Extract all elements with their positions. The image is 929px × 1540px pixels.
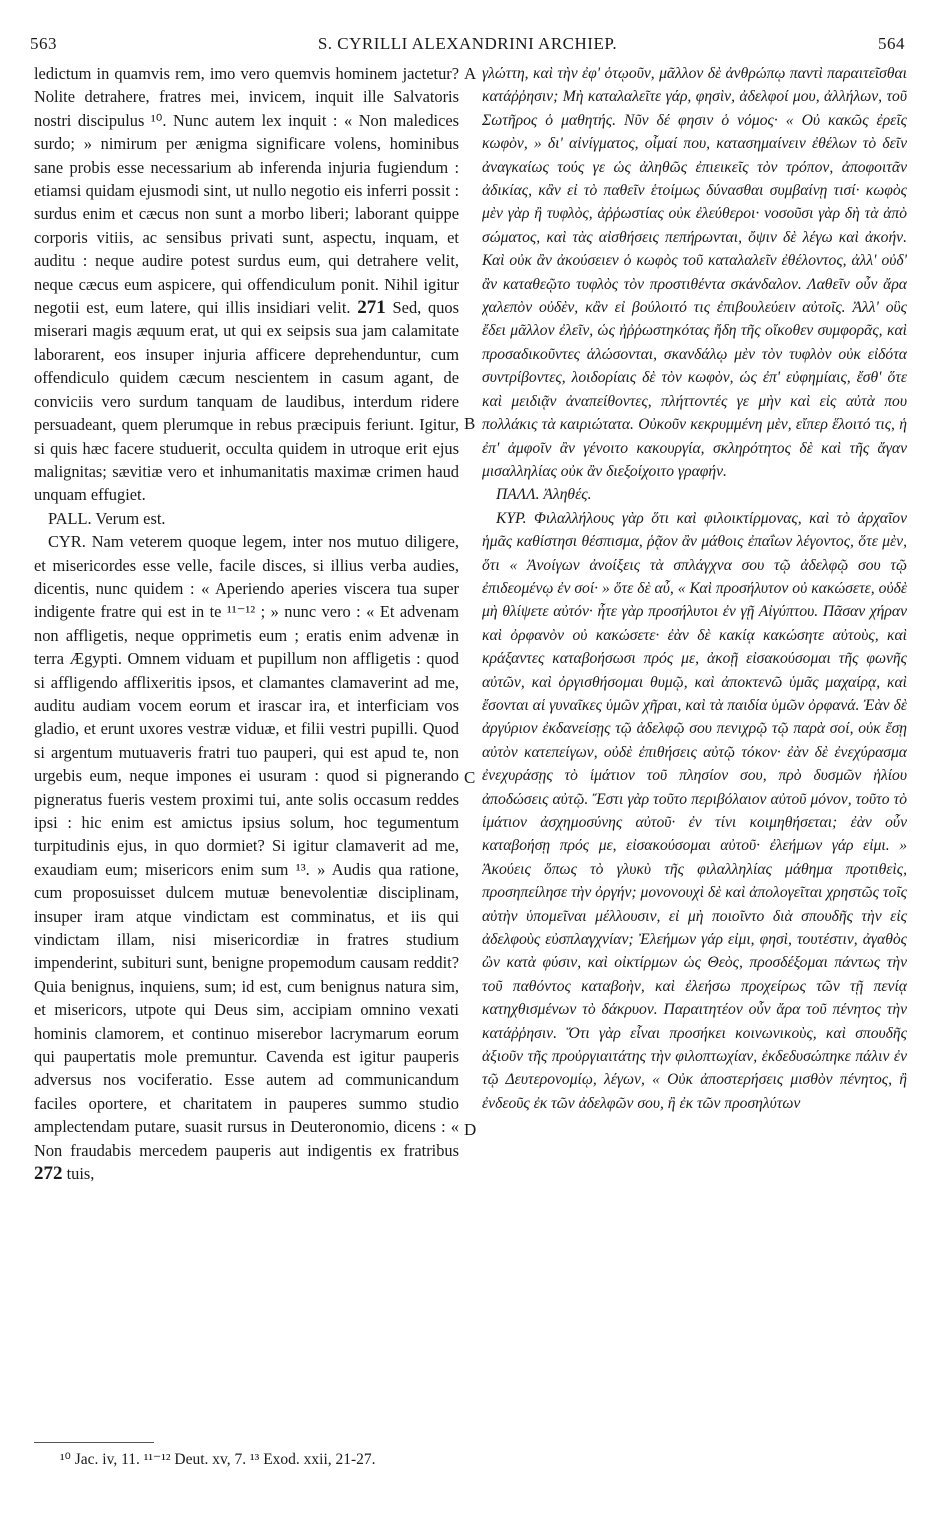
latin-column <box>34 62 459 1442</box>
section-marker-a: A <box>464 64 477 83</box>
latin-text-part: Sed, quos miserari magis æquum erat, ut qui ex seipsis sua jam calamitate laborarent, eos insuper injuria afficere deprehenduntur, cum offendiculo quidem cæcum nescientem in casum agant, de conviciis vero surdum tanquam de laudibus, interdum ridere persuadeant, quem plerumque in rebus præcipuis feriunt. Igitur, si quis hæc facere studuerit, occulta quidem in utroque erit ejus malignitas; sævitiæ vero et inhumanitatis maximæ crimen haud unquam effugiet. <box>34 298 459 505</box>
greek-paragraph: γλώττη, καὶ τὴν ἐφ' ὁτῳοῦν, μᾶλλον δὲ ἀνθρώπῳ παντὶ παραιτεῖσθαι κατάῤῥησιν; Μὴ καταλαλεῖτε γάρ, φησὶν, ἀδελφοί μου, ἀλλήλων, τοῦ Σωτῆρος ὁ μαθητής. Νῦν δέ φησιν ὁ νόμος· « Οὐ κακῶς ἐρεῖς κωφὸν, » δι' αἰνίγματος, οἶμαί που, κατασημαίνειν ἐθέλων τὸ δεῖν ἀναγκαίως τούς γε ὡς ἀληθῶς ἐπιεικεῖς τὸν τρόπον, ἀποφοιτᾶν ἀδικίας, κἂν εἰ τὸ παθεῖν ἑτοίμως δύνασθαι συμβαίνῃ τισί· κωφὸς μὲν γὰρ ἢ τυφλὸς, ἀῤῥωστίας οὐκ ἐλεύθεροι· νοσοῦσι γὰρ δὴ τὰ ἀπὸ σώματος, καὶ τὰς αἰσθήσεις πεπήρωνται, ὄψιν δὲ λέγω καὶ ἀκοήν. Καὶ οὐκ ἂν ἀκούσειεν ὁ κωφὸς τοῦ καταλαλεῖν ἐθέλοντος, ἀλλ' οὐδ' ἂν καταθεῷτο τυφλὸς τὸν προστιθέντα σκάνδαλον. Λαθεῖν οὖν ἄρα χαλεπὸν οὐδὲν, κἂν εἰ βούλοιτό τις ἐπιβουλεύειν αὐτοῖς. Ἀλλ' οὓς ἔδει μᾶλλον ἐλεῖν, ὡς ἠῤῥωστηκότας ἤδη τῆς οἴκοθεν συμφορᾶς, καὶ προσαδικοῦντες ἁλώσονται, σκανδάλῳ μὲν τὸν τυφλὸν οὐκ εἰδότα συντρίβοντες, λοιδορίαις δὲ τὸν κωφὸν, ὡς ἐπ' εὐφημίαις, ἔσθ' ὅτε καὶ μειδιᾷν ἀναπείθοντες, πλήττοντές γε μὴν καὶ εἰς αὐτὰ που πολλάκις τὰ καιριώτατα. Οὐκοῦν κεκρυμμένη μὲν, εἴπερ ἕλοιτό τις, ἡ ἐπ' ἀμφοῖν ἂν γένοιτο κακουργία, σκληρότητος δὲ καὶ τῆς ἄγαν μισαλληλίας οὐκ ἂν διεξοίχοιτο γραφήν. <box>482 65 907 480</box>
running-header <box>30 34 905 60</box>
section-marker-b: B <box>464 414 476 433</box>
latin-paragraph <box>34 530 459 1185</box>
page-number-left: 563 <box>30 34 57 53</box>
margin-number: 272 <box>34 1163 63 1185</box>
greek-column <box>482 62 907 1442</box>
latin-text-part: ledictum in quamvis rem, imo vero quemvis hominem jactetur? Nolite detrahere, fratres mei, invicem, inquit ille Salvatoris nostri discipulus ¹⁰. Nunc autem lex inquit : « Non maledices surdo; » nimirum per ænigma significare volens, hominibus sane probis esse necessarium ab inferenda injuria fugiendum : etiamsi quidam ejusmodi sint, ut nullo negotio eis inferri possit : surdus enim et cæcus non sunt a morbo liberi; laborant quippe corporis vitiis, ac sensibus privati sunt, aspectu, inquam, et auditu : neque audire potest surdus eum, qui detrahere velit, neque cæcus eum aspicere, qui offendiculum ponit. Nihil igitur negotii est, eum latere, qui illis insidiari velit. <box>34 64 459 318</box>
footnote-rule <box>34 1442 154 1443</box>
speaker-line: PALL. Verum est. <box>48 508 166 528</box>
page-number-right: 564 <box>878 34 905 53</box>
section-marker-d: D <box>464 1120 477 1139</box>
speaker-line: ΠΑΛΛ. Ἀληθές. <box>496 486 592 504</box>
latin-text-part: tuis, <box>66 1164 95 1184</box>
margin-number: 271 <box>357 297 386 319</box>
footnotes: ¹⁰ Jac. iv, 11. ¹¹⁻¹² Deut. xv, 7. ¹³ Exod. xxii, 21-27. <box>60 1451 376 1468</box>
section-marker-c: C <box>464 768 476 787</box>
running-title: S. CYRILLI ALEXANDRINI ARCHIEP. <box>317 34 618 53</box>
latin-text-part: CYR. Nam veterem quoque legem, inter nos mutuo diligere, et misericordes esse velle, facile disces, si illius verba audies, dicentis, nunc quidem : « Aperiendo aperies viscera tua super indigente fratre qui est in te ¹¹⁻¹² ; » nunc vero : « Et advenam non affligetis, neque opprimetis eum ; eratis enim advenæ in terra Ægypti. Omnem viduam et pupillum non affligetis : quod si affligendo afflixeritis ipsos, et clamantes clamaverint ad me, auditu audiam vocem eorum et irascar ira, et interficiam vos gladio, et erunt uxores vestræ viduæ, et filii vestri pupilli. Quod si argentum mutuaveris fratri tuo pauperi, qui est apud te, non urgebis eum, neque impones ei usuram : quod si pignerando pigneratus fueris vestem proximi tui, ante solis occasum reddes ipsi : hic enim est amictus ipsius solum, hoc tegumentum turpitudinis ejus, in quo dormiet? Si igitur clamaverit ad me, exaudiam eum; misericors enim sum ¹³. » Audis qua ratione, cum proposuisset dulcem mutuæ benevolentiæ disciplinam, insuper iram atque vindictam est comminatus, et iis qui vindictam illam, nisi misericordiæ in fratres studium impenderint, subituri sunt, benigne propemodum causam reddit? Quia benignus, inquiens, sum; id est, cum benignus natura sim, et misericors, utpote qui Deus sim, accipiam omnino vexati hominis clamorem, et continuo miserebor lacrymarum eorum qui paupertatis mole premuntur. Cavenda est igitur pauperis adversus nos vociferatio. Esse autem ad communicandum faciles oportere, et charitatem in pauperes summo studio amplectendam putare, suasit rursus in Deuteronomio, dicens : « Non fraudabis mercedem pauperis aut indigentis ex fratribus <box>34 532 459 1160</box>
greek-paragraph: ΚΥΡ. Φιλαλλήλους γὰρ ὅτι καὶ φιλοικτίρμονας, καὶ τὸ ἀρχαῖον ἡμᾶς καθίστησι θέσπισμα, ῥᾷον ἂν μάθοις ἐπαΐων λέγοντος, ὅτε μὲν, ὅτι « Ἀνοίγων ἀνοίξεις τὰ σπλάγχνα σου τῷ ἀδελφῷ σου τῷ ἐπιδεομένῳ ἐν σοί· » ὅτε δὲ αὖ, « Καὶ προσήλυτον οὐ κακώσετε, οὐδὲ μὴ θλίψετε αὐτόν· ἦτε γὰρ προσήλυτοι ἐν γῇ Αἰγύπτου. Πᾶσαν χήραν καὶ ὀρφανὸν οὐ κακώσετε· ἐὰν δὲ κακίᾳ κακώσητε αὐτοὺς, καὶ κράξαντες καταβοήσωσι πρός με, ἀκοῇ εἰσακούσομαι τῆς φωνῆς αὐτῶν, καὶ ὀργισθήσομαι θυμῷ, καὶ ἀποκτενῶ ὑμᾶς μαχαίρᾳ, καὶ ἔσονται αἱ γυναῖκες ὑμῶν χῆραι, καὶ τὰ παιδία ὑμῶν ὀρφανά. Ἐὰν δὲ ἀργύριον ἐκδανείσῃς τῷ ἀδελφῷ σου πενιχρῷ τῷ παρὰ σοί, οὐκ ἔσῃ αὐτὸν κατεπείγων, οὐδὲ ἐπιθήσεις αὐτῷ τόκον· ἐὰν δὲ ἐνεχύρασμα ἐνεχυράσῃς τὸ ἱμάτιον τοῦ πλησίον σου, πρὸ δυσμῶν ἡλίου ἀποδώσεις αὐτῷ. Ἔστι γὰρ τοῦτο περιβόλαιον αὐτοῦ μόνον, τοῦτο τὸ ἱμάτιον ἀσχημοσύνης αὐτοῦ· ἐν τίνι κοιμηθήσεται; ἐὰν οὖν καταβοήσῃ πρός με, εἰσακούσομαι αὐτοῦ· ἐλεήμων γάρ εἰμι. » Ἀκούεις ὅπως τὸ γλυκὺ τῆς φιλαλληλίας μάθημα προτιθεὶς, προσηπείλησε τὴν ὀργήν; μονονουχὶ δὲ καὶ ἀπολογεῖται χρηστῶς τοῖς αὐτὴν ὑπομεῖναι μέλλουσιν, εἰ μὴ ποιοῖντο διὰ σπουδῆς τὴν εἰς ἀδελφοὺς εὐσπλαγχνίαν; Ἐλεήμων γάρ εἰμι, φησὶ, τουτέστιν, ἀγαθὸς ὢν κατὰ φύσιν, καὶ οἰκτίρμων ὡς Θεὸς, προσδέξομαι πάντως τὴν τοῦ παθόντος καταβοὴν, καὶ ἐλεήσω προχείρως τῶν τῇ πενίᾳ κατηχθισμένων τὸ δάκρυον. Παραιτητέον οὖν ἄρα τοῦ πένητος τὴν κατάῤῥησιν. Ὅτι γὰρ εἶναι προσήκει κοινωνικοὺς, καὶ σπουδῆς ἀξιοῦν τῆς προὐργιαιτάτης τὴν φιλοπτωχίαν, ἐκδεδυσώπηκε πάλιν ἐν τῷ Δευτερονομίῳ, λέγων, « Οὐκ ἀποστερήσεις μισθὸν πένητος, ἢ ἐνδεοῦς ἐκ τῶν ἀδελφῶν σου, ἢ ἐκ τῶν προσηλύτων <box>482 509 907 1112</box>
latin-paragraph <box>34 62 459 507</box>
